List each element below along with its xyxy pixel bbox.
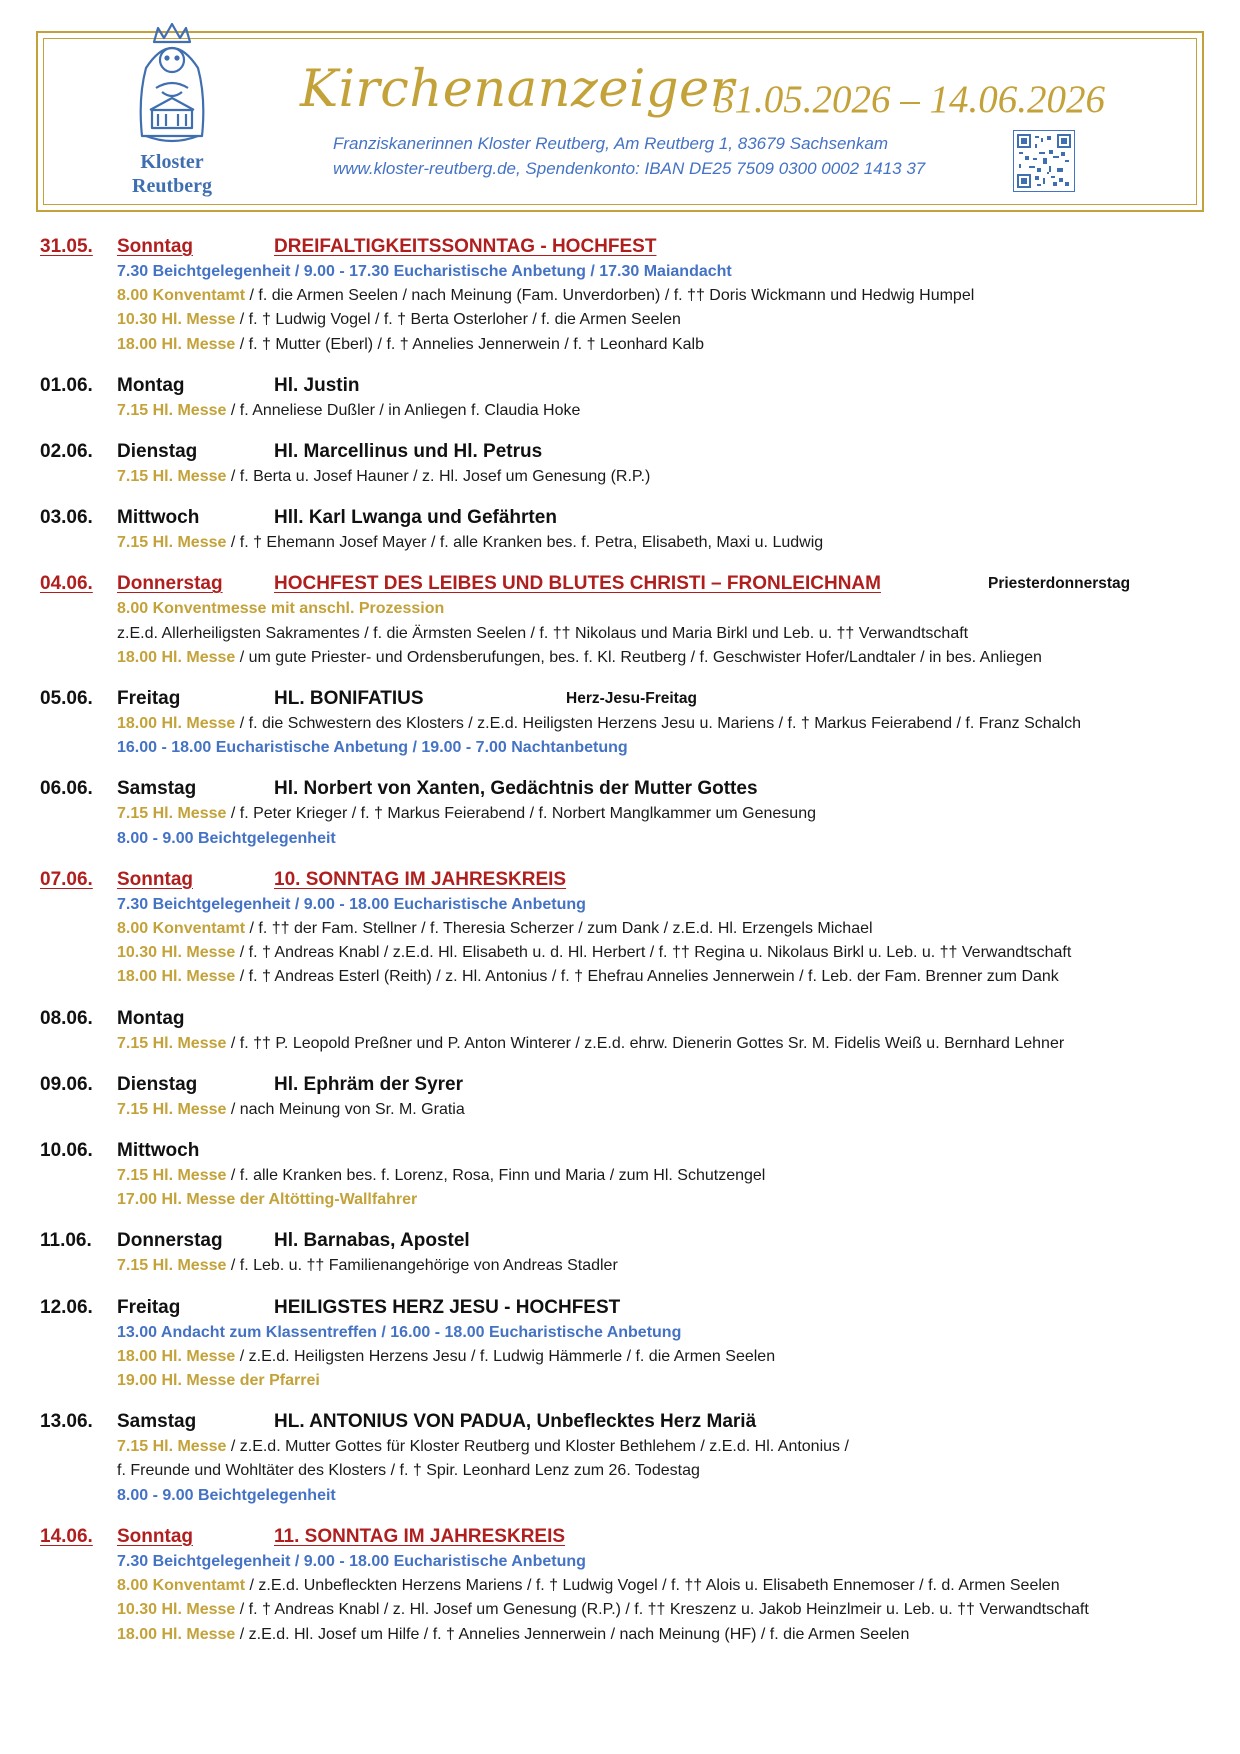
date-range: 31.05.2026 – 14.06.2026 bbox=[715, 78, 1105, 121]
day-weekday: Donnerstag bbox=[117, 1230, 223, 1252]
intention-text: / z.E.d. Hl. Josef um Hilfe / f. † Annelies Jennerwein / nach Meinung (HF) / f. die Armen Seelen bbox=[235, 1625, 910, 1643]
service-time: 17.00 Hl. Messe der Altötting-Wallfahrer bbox=[117, 1191, 418, 1209]
day-feast: Hl. Marcellinus und Hl. Petrus bbox=[274, 441, 543, 463]
day-feast: Hl. Justin bbox=[274, 374, 360, 396]
qr-code-icon bbox=[1017, 134, 1071, 188]
service-time: 7.15 Hl. Messe bbox=[117, 805, 227, 823]
day-date: 04.06. bbox=[40, 573, 93, 595]
intention-text: / f. Leb. u. †† Familienangehörige von Andreas Stadler bbox=[226, 1257, 618, 1275]
day-weekday: Dienstag bbox=[117, 1073, 198, 1095]
day-feast: HOCHFEST DES LEIBES UND BLUTES CHRISTI – FRONLEICHNAM bbox=[274, 573, 881, 595]
day-header bbox=[40, 1072, 1205, 1098]
day-header bbox=[40, 867, 1205, 893]
service-time: 7.15 Hl. Messe bbox=[117, 1034, 227, 1052]
schedule-list bbox=[40, 234, 1205, 1663]
qr-code bbox=[1013, 130, 1075, 192]
service-time: 18.00 Hl. Messe bbox=[117, 648, 236, 666]
day-date: 05.06. bbox=[40, 688, 93, 710]
intention-text: / f. † Ludwig Vogel / f. † Berta Osterloher / f. die Armen Seelen bbox=[235, 311, 681, 329]
service-line bbox=[40, 308, 1205, 332]
service-time: 7.15 Hl. Messe bbox=[117, 1438, 227, 1456]
day-weekday: Montag bbox=[117, 374, 185, 396]
service-line bbox=[40, 893, 1205, 917]
logo-line-2: Reutberg bbox=[132, 175, 212, 197]
intention-text: / f. † Mutter (Eberl) / f. † Annelies Jennerwein / f. † Leonhard Kalb bbox=[235, 335, 704, 353]
day-feast: HEILIGSTES HERZ JESU - HOCHFEST bbox=[274, 1296, 621, 1318]
service-time: 10.30 Hl. Messe bbox=[117, 1601, 236, 1619]
service-line bbox=[40, 399, 1205, 423]
service-line bbox=[40, 827, 1205, 851]
day-feast: HL. ANTONIUS VON PADUA, Unbeflecktes Herz Mariä bbox=[274, 1411, 757, 1433]
devotion-time: 8.00 - 9.00 Beichtgelegenheit bbox=[117, 1486, 336, 1504]
day-feast: HL. BONIFATIUS bbox=[274, 688, 424, 710]
devotion-time: 7.30 Beichtgelegenheit / 9.00 - 17.30 Eucharistische Anbetung / 17.30 Maiandacht bbox=[117, 263, 732, 280]
service-time: 7.15 Hl. Messe bbox=[117, 468, 227, 486]
day-header bbox=[40, 1409, 1205, 1435]
service-time: 7.15 Hl. Messe bbox=[117, 1167, 227, 1185]
logo-text bbox=[106, 150, 238, 198]
day-weekday: Mittwoch bbox=[117, 507, 200, 529]
service-time: 7.15 Hl. Messe bbox=[117, 401, 227, 419]
service-line bbox=[40, 1435, 1205, 1459]
intention-text: / f. † Ehemann Josef Mayer / f. alle Kranken bes. f. Petra, Elisabeth, Maxi u. Ludwig bbox=[226, 534, 824, 552]
service-line bbox=[40, 1484, 1205, 1508]
day-date: 07.06. bbox=[40, 868, 93, 890]
service-line bbox=[40, 712, 1205, 736]
intention-text: / f. die Schwestern des Klosters / z.E.d. Heiligsten Herzens Jesu u. Mariens / f. † Markus Feierabend / f. Franz Schalch bbox=[235, 715, 1081, 733]
intention-text: / f. alle Kranken bes. f. Lorenz, Rosa, Finn und Maria / zum Hl. Schutzengel bbox=[226, 1167, 766, 1185]
logo-line-1: Kloster bbox=[140, 151, 204, 173]
intention-text: / f. †† P. Leopold Preßner und P. Anton Winterer / z.E.d. ehrw. Dienerin Gottes Sr. M. Fidelis Weiß u. Bernhard Lehner bbox=[226, 1034, 1065, 1052]
kloster-reutberg-logo bbox=[106, 18, 238, 197]
day-weekday: Freitag bbox=[117, 688, 181, 710]
madonna-crown-icon bbox=[106, 18, 238, 150]
day-entry bbox=[40, 1006, 1205, 1056]
service-time: 19.00 Hl. Messe der Pfarrei bbox=[117, 1372, 320, 1390]
day-date: 06.06. bbox=[40, 778, 93, 800]
day-header bbox=[40, 1228, 1205, 1254]
service-time: 7.15 Hl. Messe bbox=[117, 534, 227, 552]
service-time: 10.30 Hl. Messe bbox=[117, 311, 236, 329]
day-note: Priesterdonnerstag bbox=[988, 575, 1131, 593]
day-entry bbox=[40, 571, 1205, 670]
service-line bbox=[40, 1032, 1205, 1056]
day-feast: Hl. Ephräm der Syrer bbox=[274, 1073, 464, 1095]
day-date: 13.06. bbox=[40, 1411, 93, 1433]
intention-text: / nach Meinung von Sr. M. Gratia bbox=[226, 1100, 465, 1118]
service-line bbox=[40, 802, 1205, 826]
day-date: 10.06. bbox=[40, 1140, 93, 1162]
day-date: 12.06. bbox=[40, 1296, 93, 1318]
day-weekday: Sonntag bbox=[117, 868, 193, 890]
day-entry bbox=[40, 686, 1205, 760]
service-line bbox=[40, 1188, 1205, 1212]
devotion-time: 13.00 Andacht zum Klassentreffen / 16.00 - 18.00 Eucharistische Anbetung bbox=[117, 1323, 682, 1341]
service-line bbox=[40, 597, 1205, 621]
intention-text: / f. die Armen Seelen / nach Meinung (Fam. Unverdorben) / f. †† Doris Wickmann und Hedwig Humpel bbox=[245, 287, 975, 305]
intention-text: / f. Berta u. Josef Hauner / z. Hl. Josef um Genesung (R.P.) bbox=[226, 468, 651, 486]
day-header bbox=[40, 686, 1205, 712]
service-line bbox=[40, 622, 1205, 646]
day-feast: Hl. Norbert von Xanten, Gedächtnis der Mutter Gottes bbox=[274, 778, 758, 800]
day-entry bbox=[40, 1409, 1205, 1508]
service-time: 8.00 Konventamt bbox=[117, 287, 246, 305]
day-header bbox=[40, 1295, 1205, 1321]
intention-text: f. Freunde und Wohltäter des Klosters / f. † Spir. Leonhard Lenz zum 26. Todestag bbox=[117, 1462, 700, 1480]
service-line bbox=[40, 1459, 1205, 1483]
service-time: 18.00 Hl. Messe bbox=[117, 335, 236, 353]
day-header bbox=[40, 439, 1205, 465]
day-header bbox=[40, 1524, 1205, 1550]
service-line bbox=[40, 917, 1205, 941]
service-time: 18.00 Hl. Messe bbox=[117, 968, 236, 986]
day-feast: Hl. Barnabas, Apostel bbox=[274, 1230, 470, 1252]
day-date: 02.06. bbox=[40, 441, 93, 463]
devotion-time: 16.00 - 18.00 Eucharistische Anbetung / 19.00 - 7.00 Nachtanbetung bbox=[117, 739, 628, 757]
service-line bbox=[40, 1574, 1205, 1598]
service-time: 18.00 Hl. Messe bbox=[117, 715, 236, 733]
service-time: 10.30 Hl. Messe bbox=[117, 944, 236, 962]
service-line bbox=[40, 1550, 1205, 1574]
service-time: 7.15 Hl. Messe bbox=[117, 1257, 227, 1275]
service-line bbox=[40, 1254, 1205, 1278]
day-weekday: Sonntag bbox=[117, 1525, 193, 1547]
day-date: 09.06. bbox=[40, 1073, 93, 1095]
day-entry bbox=[40, 373, 1205, 423]
intention-text: / f. † Andreas Knabl / z. Hl. Josef um Genesung (R.P.) / f. †† Kreszenz u. Jakob Heinzlmeir u. Leb. u. †† Verwandtschaft bbox=[235, 1601, 1089, 1619]
day-date: 11.06. bbox=[40, 1230, 92, 1252]
web-bank-line: www.kloster-reutberg.de, Spendenkonto: IBAN DE25 7509 0300 0002 1413 37 bbox=[333, 159, 926, 178]
address-line: Franziskanerinnen Kloster Reutberg, Am Reutberg 1, 83679 Sachsenkam bbox=[333, 134, 889, 153]
day-feast: 11. SONNTAG IM JAHRESKREIS bbox=[274, 1525, 566, 1547]
devotion-time: 7.30 Beichtgelegenheit / 9.00 - 18.00 Eucharistische Anbetung bbox=[117, 895, 586, 913]
intention-text: / f. † Andreas Knabl / z.E.d. Hl. Elisabeth u. d. Hl. Herbert / f. †† Regina u. Nikolaus Birkl u. Leb. u. †† Verwandtschaft bbox=[235, 944, 1072, 962]
day-entry bbox=[40, 1138, 1205, 1212]
intention-text: / z.E.d. Mutter Gottes für Kloster Reutberg und Kloster Bethlehem / z.E.d. Hl. Antonius / bbox=[226, 1438, 849, 1456]
day-weekday: Samstag bbox=[117, 778, 197, 800]
day-entry bbox=[40, 234, 1205, 357]
day-header bbox=[40, 776, 1205, 802]
service-line bbox=[40, 465, 1205, 489]
day-entry bbox=[40, 505, 1205, 555]
day-date: 14.06. bbox=[40, 1525, 93, 1547]
service-line bbox=[40, 531, 1205, 555]
intention-text: / f. Peter Krieger / f. † Markus Feierabend / f. Norbert Manglkammer um Genesung bbox=[226, 805, 816, 823]
day-header bbox=[40, 1138, 1205, 1164]
day-entry bbox=[40, 439, 1205, 489]
day-weekday: Mittwoch bbox=[117, 1140, 200, 1162]
service-line bbox=[40, 941, 1205, 965]
page-title: Kirchenanzeiger bbox=[300, 60, 735, 119]
day-weekday: Sonntag bbox=[117, 236, 193, 257]
day-header bbox=[40, 1006, 1205, 1032]
day-date: 31.05. bbox=[40, 236, 93, 257]
day-entry bbox=[40, 867, 1205, 990]
day-weekday: Samstag bbox=[117, 1411, 197, 1433]
intention-text: / f. †† der Fam. Stellner / f. Theresia Scherzer / zum Dank / z.E.d. Hl. Erzengels Michael bbox=[245, 920, 873, 938]
intention-text: / z.E.d. Heiligsten Herzens Jesu / f. Ludwig Hämmerle / f. die Armen Seelen bbox=[235, 1347, 776, 1365]
day-date: 08.06. bbox=[40, 1007, 93, 1029]
service-line bbox=[40, 284, 1205, 308]
day-date: 01.06. bbox=[40, 374, 93, 396]
day-weekday: Freitag bbox=[117, 1296, 181, 1318]
service-line bbox=[40, 1598, 1205, 1622]
service-line bbox=[40, 646, 1205, 670]
day-header bbox=[40, 571, 1205, 597]
day-feast: DREIFALTIGKEITSSONNTAG - HOCHFEST bbox=[274, 236, 657, 257]
day-header bbox=[40, 373, 1205, 399]
day-entry bbox=[40, 1228, 1205, 1278]
service-line bbox=[40, 260, 1205, 284]
service-line bbox=[40, 736, 1205, 760]
service-time: 7.15 Hl. Messe bbox=[117, 1100, 227, 1118]
day-entry bbox=[40, 1524, 1205, 1647]
day-feast: 10. SONNTAG IM JAHRESKREIS bbox=[274, 868, 567, 890]
service-line bbox=[40, 1321, 1205, 1345]
service-line bbox=[40, 1623, 1205, 1647]
service-line bbox=[40, 965, 1205, 989]
day-date: 03.06. bbox=[40, 507, 93, 529]
day-entry bbox=[40, 1295, 1205, 1394]
service-time: 18.00 Hl. Messe bbox=[117, 1347, 236, 1365]
day-header bbox=[40, 234, 1205, 260]
service-time: 18.00 Hl. Messe bbox=[117, 1625, 236, 1643]
intention-text: / f. † Andreas Esterl (Reith) / z. Hl. Antonius / f. † Ehefrau Annelies Jennerwein / f. Leb. der Fam. Brenner zum Dank bbox=[235, 968, 1059, 986]
devotion-time: 7.30 Beichtgelegenheit / 9.00 - 18.00 Eucharistische Anbetung bbox=[117, 1552, 586, 1570]
service-time: 8.00 Konventmesse mit anschl. Prozession bbox=[117, 600, 445, 618]
service-line bbox=[40, 333, 1205, 357]
day-header bbox=[40, 505, 1205, 531]
intention-text: z.E.d. Allerheiligsten Sakramentes / f. die Ärmsten Seelen / f. †† Nikolaus und Maria Birkl und Leb. u. †† Verwandtschaft bbox=[117, 624, 969, 642]
devotion-time: 8.00 - 9.00 Beichtgelegenheit bbox=[117, 829, 336, 847]
service-time: 8.00 Konventamt bbox=[117, 920, 246, 938]
service-line bbox=[40, 1369, 1205, 1393]
intention-text: / um gute Priester- und Ordensberufungen, bes. f. Kl. Reutberg / f. Geschwister Hofer/Landtaler / in bes. Anliegen bbox=[235, 648, 1042, 666]
day-entry bbox=[40, 776, 1205, 850]
day-feast: Hll. Karl Lwanga und Gefährten bbox=[274, 507, 557, 529]
service-time: 8.00 Konventamt bbox=[117, 1577, 246, 1595]
intention-text: / f. Anneliese Dußler / in Anliegen f. Claudia Hoke bbox=[226, 401, 581, 419]
service-line bbox=[40, 1345, 1205, 1369]
service-line bbox=[40, 1164, 1205, 1188]
day-weekday: Donnerstag bbox=[117, 573, 223, 595]
day-weekday: Montag bbox=[117, 1007, 185, 1029]
service-line bbox=[40, 1098, 1205, 1122]
day-entry bbox=[40, 1072, 1205, 1122]
day-note: Herz-Jesu-Freitag bbox=[566, 690, 697, 708]
day-weekday: Dienstag bbox=[117, 441, 198, 463]
intention-text: / z.E.d. Unbefleckten Herzens Mariens / f. † Ludwig Vogel / f. †† Alois u. Elisabeth Ennemoser / f. d. Armen Seelen bbox=[245, 1577, 1060, 1595]
